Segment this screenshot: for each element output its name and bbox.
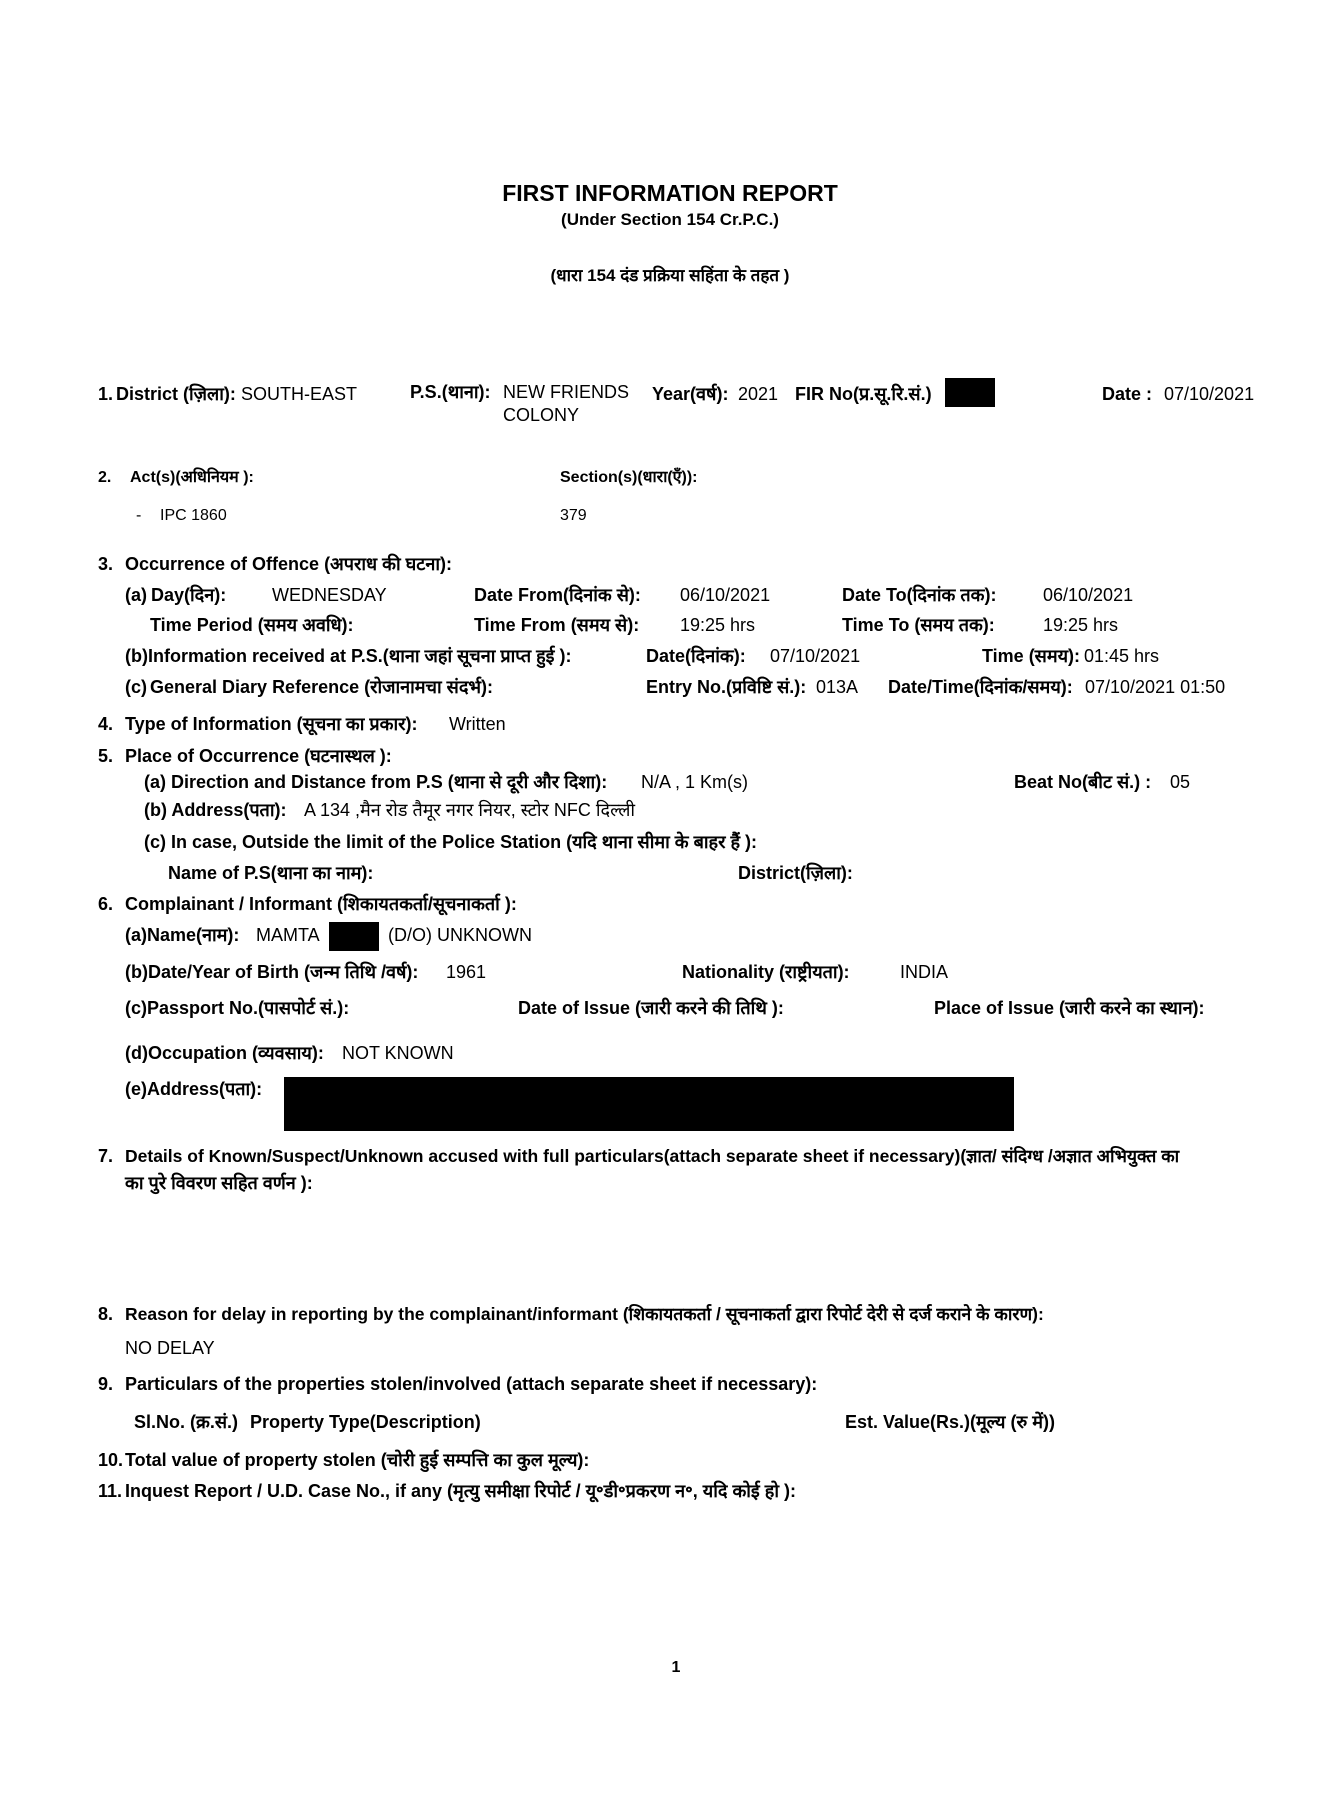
ps-name-label: Name of P.S(थाना का नाम):: [168, 863, 374, 883]
section-8-number: 8.: [98, 1304, 114, 1324]
year-value: 2021: [738, 384, 779, 404]
occurrence-title: Occurrence of Offence (अपराध की घटना):: [125, 554, 452, 574]
delay-reason-label: Reason for delay in reporting by the complainant/informant (शिकायतकर्ता / सूचनाकर्ता द्वारा रिपोर्ट देरी से दर्ज कराने के कारण):: [125, 1304, 1044, 1324]
address-label: (b) Address(पता):: [144, 800, 287, 820]
accused-details-line1: Details of Known/Suspect/Unknown accused with full particulars(attach separate sheet if necessary)(ज्ञात/ संदिग्ध /अज्ञात अभियुक्त का: [125, 1146, 1180, 1166]
time-period-label: Time Period (समय अवधि):: [150, 615, 354, 635]
act-bullet: -: [136, 507, 142, 524]
occurrence-a-marker: (a): [125, 585, 147, 605]
fir-no-label: FIR No(प्र.सू.रि.सं.): [795, 384, 932, 404]
time-from-value: 19:25 hrs: [680, 615, 756, 635]
complainant-surname-redaction: [329, 922, 379, 951]
occupation-value: NOT KNOWN: [342, 1043, 454, 1063]
direction-value: N/A , 1 Km(s): [641, 772, 749, 792]
district-label: District (ज़िला):: [116, 384, 236, 404]
complainant-title: Complainant / Informant (शिकायतकर्ता/सूचनाकर्ता ):: [125, 894, 517, 914]
nationality-value: INDIA: [900, 962, 949, 982]
type-of-info-value: Written: [449, 714, 506, 734]
date-to-value: 06/10/2021: [1043, 585, 1134, 605]
passport-label: (c)Passport No.(पासपोर्ट सं.):: [125, 998, 350, 1018]
beat-no-label: Beat No(बीट सं.) :: [1014, 772, 1152, 792]
page-number: 1: [671, 1659, 681, 1676]
info-received-time-value: 01:45 hrs: [1084, 646, 1160, 666]
date-label: Date :: [1102, 384, 1153, 404]
info-received-date-value: 07/10/2021: [770, 646, 861, 666]
complainant-address-redaction: [284, 1077, 1014, 1131]
date-from-value: 06/10/2021: [680, 585, 771, 605]
gd-datetime-label: Date/Time(दिनांक/समय):: [888, 677, 1073, 697]
direction-marker: (a): [144, 772, 166, 792]
accused-details-line2: का पुरे विवरण सहित वर्णन ):: [125, 1173, 313, 1193]
report-title: FIRST INFORMATION REPORT: [502, 180, 838, 206]
outside-limit-label: (c) In case, Outside the limit of the Police Station (यदि थाना सीमा के बाहर हैं ):: [144, 832, 758, 852]
district-value: SOUTH-EAST: [241, 384, 358, 404]
complainant-name-label: (a)Name(नाम):: [125, 925, 240, 945]
property-slno-header: Sl.No. (क्र.सं.): [134, 1412, 238, 1432]
act-value: IPC 1860: [160, 507, 227, 524]
property-type-header: Property Type(Description): [250, 1412, 481, 1432]
report-hindi-subtitle: (धारा 154 दंड प्रक्रिया सहिंता के तहत ): [550, 266, 790, 285]
section-3-number: 3.: [98, 554, 114, 574]
section-10-number: 10.: [98, 1450, 124, 1470]
place-of-occurrence-title: Place of Occurrence (घटनास्थल ):: [125, 746, 392, 766]
complainant-relation: (D/O) UNKNOWN: [388, 925, 532, 945]
sections-label: Section(s)(धारा(एँ)):: [560, 469, 698, 486]
section-value: 379: [560, 507, 587, 524]
section-1-number: 1.: [98, 384, 114, 404]
properties-label: Particulars of the properties stolen/involved (attach separate sheet if necessary):: [125, 1374, 818, 1394]
gd-marker: (c): [125, 677, 147, 697]
report-subtitle: (Under Section 154 Cr.P.C.): [561, 210, 779, 229]
section-2-number: 2.: [98, 469, 112, 486]
section-6-number: 6.: [98, 894, 114, 914]
ps-label: P.S.(थाना):: [410, 382, 491, 402]
year-label: Year(वर्ष):: [652, 384, 729, 404]
direction-label: Direction and Distance from P.S (थाना से दूरी और दिशा):: [171, 772, 608, 792]
ps-value-line2: COLONY: [503, 405, 580, 425]
complainant-address-label: (e)Address(पता):: [125, 1079, 263, 1099]
property-value-header: Est. Value(Rs.)(मूल्य (रु में)): [845, 1412, 1055, 1432]
delay-reason-value: NO DELAY: [125, 1338, 215, 1358]
date-to-label: Date To(दिनांक तक):: [842, 585, 997, 605]
time-from-label: Time From (समय से):: [474, 615, 640, 635]
section-4-number: 4.: [98, 714, 114, 734]
total-value-label: Total value of property stolen (चोरी हुई सम्पत्ति का कुल मूल्य):: [125, 1450, 590, 1470]
section-5-number: 5.: [98, 746, 114, 766]
day-value: WEDNESDAY: [272, 585, 387, 605]
entry-no-label: Entry No.(प्रविष्टि सं.):: [646, 677, 807, 697]
info-received-date-label: Date(दिनांक):: [646, 646, 746, 666]
time-to-value: 19:25 hrs: [1043, 615, 1119, 635]
info-received-time-label: Time (समय):: [982, 646, 1081, 666]
passport-issue-date-label: Date of Issue (जारी करने की तिथि ):: [518, 998, 784, 1018]
section-11-number: 11.: [98, 1481, 123, 1501]
gd-reference-label: General Diary Reference (रोजानामचा संदर्भ):: [150, 677, 494, 697]
complainant-name-value: MAMTA: [256, 925, 320, 945]
acts-label: Act(s)(अधिनियम ):: [130, 469, 254, 486]
section-9-number: 9.: [98, 1374, 114, 1394]
passport-issue-place-label: Place of Issue (जारी करने का स्थान):: [934, 998, 1205, 1018]
date-value: 07/10/2021: [1164, 384, 1255, 404]
outside-district-label: District(ज़िला):: [738, 863, 853, 883]
fir-no-redaction: [945, 378, 995, 407]
entry-no-value: 013A: [816, 677, 859, 697]
dob-label: (b)Date/Year of Birth (जन्म तिथि /वर्ष):: [125, 962, 419, 982]
ps-value-line1: NEW FRIENDS: [503, 382, 629, 402]
inquest-label: Inquest Report / U.D. Case No., if any (मृत्यु समीक्षा रिपोर्ट / यू॰डी॰प्रकरण न॰, यदि कोई हो ):: [125, 1481, 796, 1501]
date-from-label: Date From(दिनांक से):: [474, 585, 641, 605]
section-7-number: 7.: [98, 1146, 114, 1166]
dob-value: 1961: [446, 962, 487, 982]
type-of-info-label: Type of Information (सूचना का प्रकार):: [125, 714, 418, 734]
nationality-label: Nationality (राष्ट्रीयता):: [682, 962, 850, 982]
info-received-label: (b)Information received at P.S.(थाना जहां सूचना प्राप्त हुई ):: [125, 646, 572, 666]
address-value: A 134 ,मैन रोड तैमूर नगर नियर, स्टोर NFC दिल्ली: [304, 800, 636, 820]
gd-datetime-value: 07/10/2021 01:50: [1085, 677, 1226, 697]
day-label: Day(दिन):: [151, 585, 227, 605]
time-to-label: Time To (समय तक):: [842, 615, 995, 635]
occupation-label: (d)Occupation (व्यवसाय):: [125, 1043, 324, 1063]
beat-no-value: 05: [1170, 772, 1191, 792]
